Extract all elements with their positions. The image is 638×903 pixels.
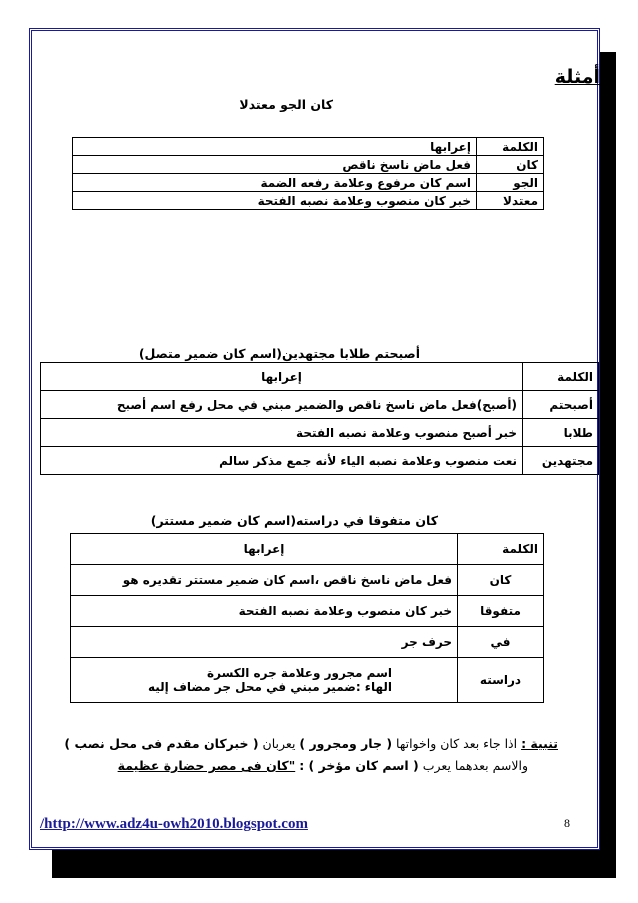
table-cell: خبر كان منصوب وعلامة نصبه الفتحة — [71, 596, 458, 627]
table-cell: كان — [477, 156, 544, 174]
table-row — [71, 596, 544, 627]
table-cell: أصبحتم — [523, 391, 599, 419]
table-cell: نعت منصوب وعلامة نصبه الياء لأنه جمع مذكر سالم — [41, 447, 523, 475]
table-row — [73, 174, 544, 192]
table-row — [71, 658, 544, 703]
example1-table — [72, 137, 544, 210]
table-cell: خبر كان منصوب وعلامة نصبه الفتحة — [73, 192, 477, 210]
note-text: ( خبركان مقدم فى محل نصب ) — [64, 736, 259, 751]
footer-url-link[interactable]: /http://www.adz4u-owh2010.blogspot.com — [40, 816, 308, 832]
table-cell — [71, 658, 458, 703]
table-cell: خبر أصبح منصوب وعلامة نصبه الفتحة — [41, 419, 523, 447]
table-row — [71, 627, 544, 658]
table-cell: اسم كان مرفوع وعلامة رفعه الضمة — [73, 174, 477, 192]
table-row — [73, 156, 544, 174]
note-text: ( اسم كان مؤخر ) : — [299, 758, 419, 773]
table-cell: كان — [458, 565, 544, 596]
table-cell: فعل ماض ناسخ ناقص — [73, 156, 477, 174]
table-header-cell: إعرابها — [73, 138, 477, 156]
table-cell-line: اسم مجرور وعلامة جره الكسرة — [207, 666, 392, 680]
note-text: ( جار ومجرور ) — [299, 736, 393, 751]
table-row — [41, 391, 599, 419]
note-line-2 — [118, 758, 528, 773]
table-row — [41, 447, 599, 475]
example2-sentence: أصبحتم طلابا مجتهدين(اسم كان ضمير متصل) — [138, 346, 420, 361]
table-cell: طلابا — [523, 419, 599, 447]
table-cell: مجتهدين — [523, 447, 599, 475]
table-row — [41, 419, 599, 447]
example1-sentence: كان الجو معتدلا — [239, 97, 333, 112]
table-row — [41, 363, 599, 391]
note-example: "كان فى مصر حضارة عظيمة — [117, 758, 296, 773]
example3-table — [70, 533, 544, 703]
table-cell: الجو — [477, 174, 544, 192]
table-cell-line: الهاء :ضمير مبني في محل جر مضاف إليه — [148, 680, 392, 694]
note-text: يعربان — [262, 736, 296, 751]
example3-sentence: كان متفوقا في دراسته(اسم كان ضمير مستتر) — [150, 513, 438, 528]
note-line-1 — [64, 736, 558, 751]
table-header-cell: الكلمة — [523, 363, 599, 391]
table-cell: معتدلا — [477, 192, 544, 210]
table-header-cell: إعرابها — [41, 363, 523, 391]
note-label: تنبية : — [521, 736, 558, 751]
table-row — [71, 534, 544, 565]
table-row — [73, 192, 544, 210]
note-text: والاسم بعدهما يعرب — [422, 758, 528, 773]
page-heading: أمثلة — [554, 66, 600, 88]
table-cell: فعل ماض ناسخ ناقص ،اسم كان ضمير مستتر تقديره هو — [71, 565, 458, 596]
table-cell: حرف جر — [71, 627, 458, 658]
example2-table — [40, 362, 599, 475]
table-cell: متفوقا — [458, 596, 544, 627]
table-row — [71, 565, 544, 596]
table-cell: في — [458, 627, 544, 658]
table-cell: (أصبح)فعل ماض ناسخ ناقص والضمير مبني في محل رفع اسم أصبح — [41, 391, 523, 419]
table-header-cell: إعرابها — [71, 534, 458, 565]
table-cell: دراسته — [458, 658, 544, 703]
table-row — [73, 138, 544, 156]
table-header-cell: الكلمة — [458, 534, 544, 565]
page-number: 8 — [564, 816, 570, 830]
note-text: اذا جاء بعد كان واخواتها — [396, 736, 518, 751]
table-header-cell: الكلمة — [477, 138, 544, 156]
